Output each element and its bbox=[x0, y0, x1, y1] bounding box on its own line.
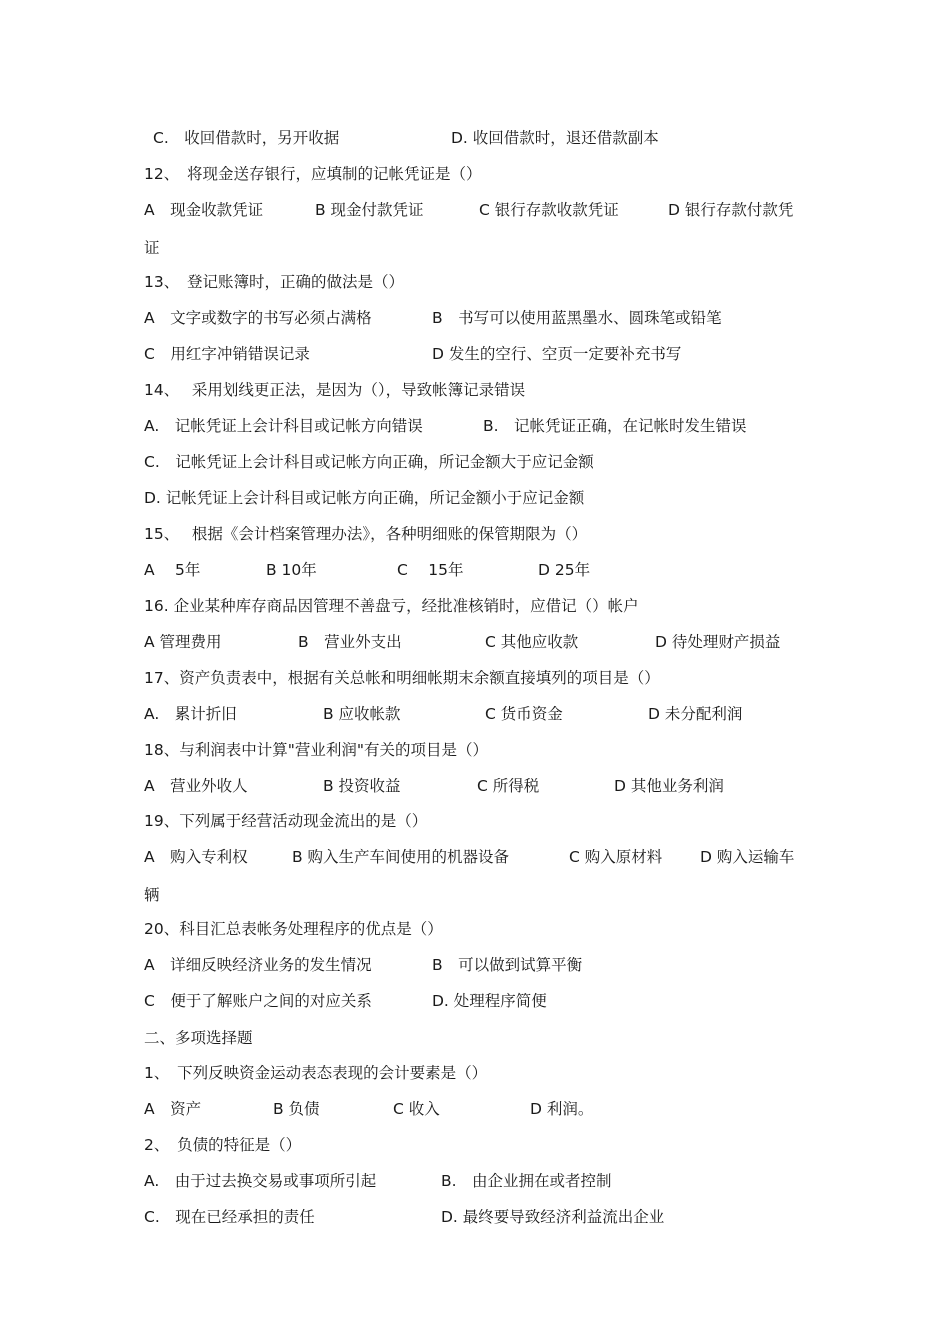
option-c: C 所得税 bbox=[477, 777, 540, 795]
option-c: C 购入原材料 bbox=[569, 848, 663, 866]
option-line bbox=[0, 952, 950, 978]
question-19 bbox=[0, 808, 950, 834]
option-d-continued: 辆 bbox=[144, 886, 160, 904]
question-text: 14、 采用划线更正法，是因为（），导致帐簿记录错误 bbox=[144, 381, 526, 399]
option-d: D 未分配利润 bbox=[648, 705, 743, 723]
option-d: D 购入运输车 bbox=[700, 848, 795, 866]
option-b: B. 记帐凭证正确，在记帐时发生错误 bbox=[483, 417, 747, 435]
option-d: D 利润。 bbox=[530, 1100, 594, 1118]
option-line bbox=[0, 1168, 950, 1194]
option-b: B 应收帐款 bbox=[323, 705, 401, 723]
option-a: A 5年 bbox=[144, 561, 201, 579]
option-c: C. 现在已经承担的责任 bbox=[144, 1208, 315, 1226]
option-d: D. 记帐凭证上会计科目或记帐方向正确，所记金额小于应记金额 bbox=[144, 489, 585, 507]
question-text: 12、 将现金送存银行，应填制的记帐凭证是（） bbox=[144, 165, 482, 183]
option-line bbox=[0, 413, 950, 439]
option-c: C 便于了解账户之间的对应关系 bbox=[144, 992, 372, 1010]
question-12 bbox=[0, 161, 950, 187]
option-continuation bbox=[0, 882, 950, 908]
option-line bbox=[0, 125, 950, 151]
option-d: D 其他业务利润 bbox=[614, 777, 724, 795]
option-line bbox=[0, 844, 950, 870]
option-d: D 银行存款付款凭 bbox=[668, 201, 794, 219]
option-a: A 文字或数字的书写必须占满格 bbox=[144, 309, 372, 327]
option-continuation bbox=[0, 235, 950, 261]
question-text: 18、与利润表中计算"营业利润"有关的项目是（） bbox=[144, 741, 488, 759]
option-c: C 银行存款收款凭证 bbox=[479, 201, 619, 219]
option-c: C 15年 bbox=[397, 561, 464, 579]
option-d: D 待处理财产损益 bbox=[655, 633, 781, 651]
question-text: 1、 下列反映资金运动表态表现的会计要素是（） bbox=[144, 1064, 488, 1082]
option-c: C 收入 bbox=[393, 1100, 440, 1118]
option-line bbox=[0, 341, 950, 367]
option-c: C 用红字冲销错误记录 bbox=[144, 345, 310, 363]
section-title: 二、多项选择题 bbox=[144, 1029, 253, 1047]
option-b: B 10年 bbox=[266, 561, 317, 579]
question-16 bbox=[0, 593, 950, 619]
section-heading bbox=[0, 1025, 950, 1051]
question-text: 19、下列属于经营活动现金流出的是（） bbox=[144, 812, 428, 830]
option-a: A 购入专利权 bbox=[144, 848, 248, 866]
question-17 bbox=[0, 665, 950, 691]
option-b: B 投资收益 bbox=[323, 777, 401, 795]
question-20 bbox=[0, 916, 950, 942]
option-line bbox=[0, 988, 950, 1014]
question-2 bbox=[0, 1132, 950, 1158]
option-c: C. 收回借款时，另开收据 bbox=[153, 129, 340, 147]
option-line bbox=[0, 773, 950, 799]
question-text: 13、 登记账簿时，正确的做法是（） bbox=[144, 273, 404, 291]
option-c: C 其他应收款 bbox=[485, 633, 579, 651]
option-line bbox=[0, 449, 950, 475]
option-d: D. 收回借款时，退还借款副本 bbox=[451, 129, 659, 147]
option-b: B 负债 bbox=[273, 1100, 320, 1118]
question-text: 16. 企业某种库存商品因管理不善盘亏，经批准核销时，应借记（）帐户 bbox=[144, 597, 639, 615]
option-b: B. 由企业拥在或者控制 bbox=[441, 1172, 612, 1190]
option-a: A. 由于过去换交易或事项所引起 bbox=[144, 1172, 377, 1190]
option-line bbox=[0, 701, 950, 727]
option-a: A 现金收款凭证 bbox=[144, 201, 264, 219]
question-text: 20、科目汇总表帐务处理程序的优点是（） bbox=[144, 920, 443, 938]
option-a: A. 累计折旧 bbox=[144, 705, 237, 723]
question-13 bbox=[0, 269, 950, 295]
option-c: C 货币资金 bbox=[485, 705, 563, 723]
option-d: D. 最终要导致经济利益流出企业 bbox=[441, 1208, 665, 1226]
question-text: 2、 负债的特征是（） bbox=[144, 1136, 302, 1154]
question-14 bbox=[0, 377, 950, 403]
option-d: D 发生的空行、空页一定要补充书写 bbox=[432, 345, 682, 363]
option-d-continued: 证 bbox=[144, 239, 160, 257]
option-b: B 现金付款凭证 bbox=[315, 201, 424, 219]
option-a: A 详细反映经济业务的发生情况 bbox=[144, 956, 372, 974]
option-a: A 资产 bbox=[144, 1100, 202, 1118]
option-a: A 管理费用 bbox=[144, 633, 222, 651]
option-a: A. 记帐凭证上会计科目或记帐方向错误 bbox=[144, 417, 423, 435]
option-b: B 可以做到试算平衡 bbox=[432, 956, 583, 974]
question-1 bbox=[0, 1060, 950, 1086]
question-18 bbox=[0, 737, 950, 763]
question-text: 17、资产负责表中，根据有关总帐和明细帐期末余额直接填列的项目是（） bbox=[144, 669, 660, 687]
option-line bbox=[0, 557, 950, 583]
option-b: B 购入生产车间使用的机器设备 bbox=[292, 848, 510, 866]
question-15 bbox=[0, 521, 950, 547]
option-line bbox=[0, 305, 950, 331]
option-d: D. 处理程序简便 bbox=[432, 992, 547, 1010]
question-text: 15、 根据《会计档案管理办法》，各种明细账的保管期限为（） bbox=[144, 525, 588, 543]
option-b: B 书写可以使用蓝黑墨水、圆珠笔或铅笔 bbox=[432, 309, 722, 327]
option-d: D 25年 bbox=[538, 561, 591, 579]
option-c: C. 记帐凭证上会计科目或记帐方向正确，所记金额大于应记金额 bbox=[144, 453, 594, 471]
option-line bbox=[0, 1204, 950, 1230]
option-line bbox=[0, 197, 950, 223]
option-line bbox=[0, 485, 950, 511]
option-line bbox=[0, 629, 950, 655]
option-line bbox=[0, 1096, 950, 1122]
option-a: A 营业外收人 bbox=[144, 777, 248, 795]
option-b: B 营业外支出 bbox=[298, 633, 402, 651]
